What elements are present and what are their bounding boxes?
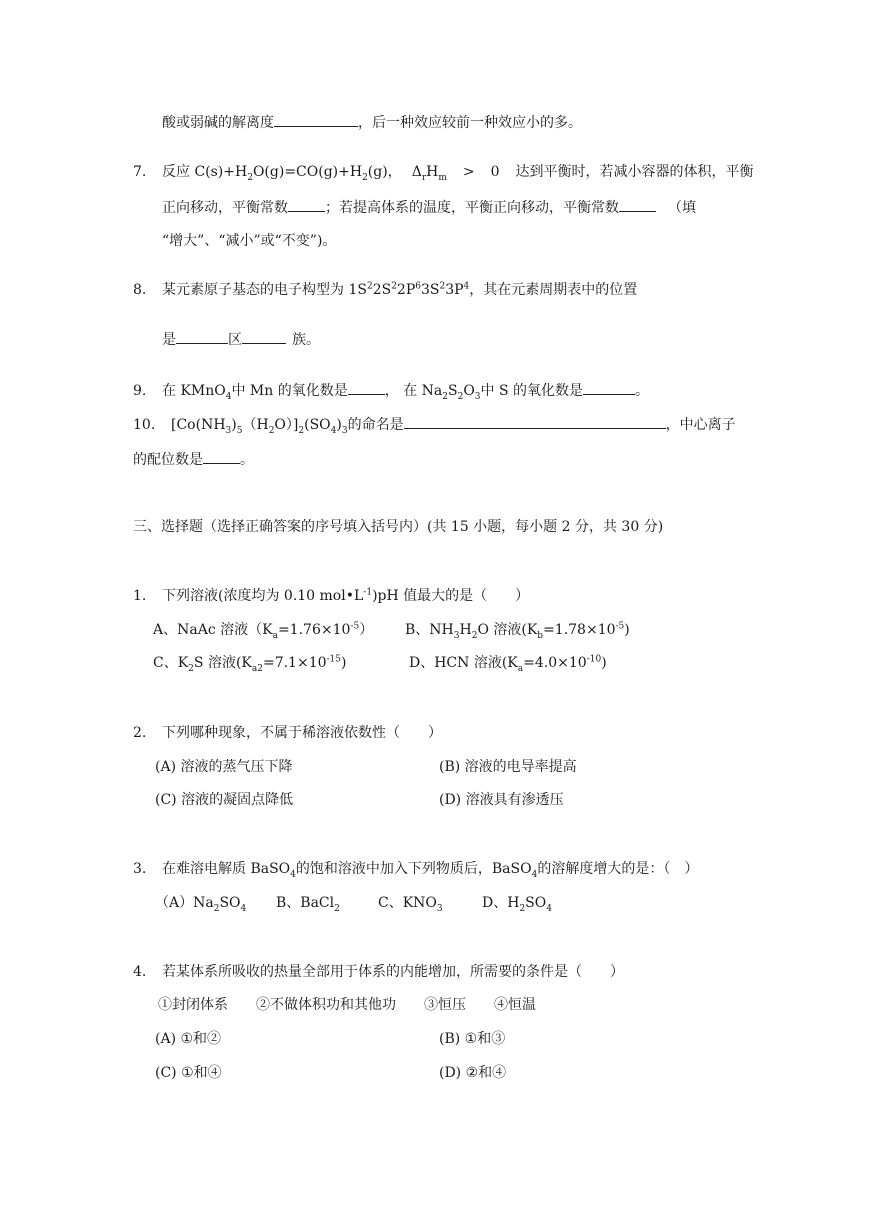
option-text: D、H (482, 895, 520, 911)
subscript: m (438, 172, 447, 183)
superscript: 2 (439, 281, 446, 292)
superscript: 4 (463, 281, 470, 292)
mc-2-option-c[interactable] (155, 790, 293, 810)
greater-than-symbol: > (462, 164, 475, 180)
question-9-line (133, 380, 649, 401)
mc-3-option-d[interactable] (482, 893, 552, 913)
question-number: 9. (133, 383, 147, 399)
subscript: a (517, 663, 524, 674)
subscript: 2 (298, 425, 305, 436)
mc-4-option-d[interactable] (439, 1063, 506, 1083)
question-10-line-1 (133, 414, 736, 435)
option-text: (C) ①和④ (155, 1065, 222, 1081)
option-text: (A) 溶液的蒸气压下降 (155, 759, 293, 775)
mc-1-stem-text: 下列溶液(浓度均为 0.10 mol•L (162, 588, 364, 604)
mc-3-option-a[interactable] (155, 893, 246, 913)
continuation-text-a: 酸或弱碱的解离度 (162, 115, 274, 131)
mc-2-option-b[interactable] (439, 757, 577, 777)
option-text: =4.0×10 (523, 655, 587, 671)
q7-text: ；若提高体系的温度，平衡正向移动，平衡常数 (325, 200, 619, 216)
subscript: 3 (225, 425, 232, 436)
q7-text: 正向移动，平衡常数 (162, 200, 288, 216)
subscript: 4 (546, 903, 552, 914)
q10-text: （H (242, 417, 269, 433)
subscript: r (421, 172, 427, 183)
mc-question-3-stem (133, 859, 698, 879)
subscript: 2 (519, 903, 526, 914)
answer-blank[interactable] (348, 380, 385, 395)
subscript: 2 (188, 663, 194, 674)
q8-text: 某元素原子基态的电子构型为 1S (162, 282, 367, 298)
mc-4-stem-text: 若某体系所吸收的热量全部用于体系的内能增加，所需要的条件是（ ） (162, 964, 624, 980)
mc-4-option-a[interactable] (155, 1029, 221, 1049)
q10-text: 的配位数是 (133, 452, 203, 468)
q9-text: S (447, 383, 458, 399)
mc-1-option-d[interactable] (409, 653, 607, 673)
q8-text: 是 (162, 332, 176, 348)
q10-text: 的命名是 (347, 417, 404, 433)
q10-text: 。 (240, 452, 254, 468)
q10-text: ) (336, 417, 342, 433)
q8-text: 区 (228, 332, 242, 348)
section-3-heading (133, 517, 663, 537)
section-3-title: 三、选择题（选择正确答案的序号填入括号内）(共 15 小题，每小题 2 分，共 30 分) (133, 519, 664, 535)
answer-blank[interactable] (203, 449, 240, 464)
option-text: H (459, 622, 472, 638)
question-7-line-3 (162, 231, 336, 251)
mc-3-stem-text: 在难溶电解质 BaSO (162, 861, 291, 877)
subscript: 3 (453, 630, 460, 641)
enthalpy-symbol: H (426, 164, 439, 180)
superscript: 2 (366, 281, 373, 292)
mc-question-2-stem (133, 723, 442, 743)
answer-blank[interactable] (176, 329, 228, 344)
subscript: 2 (247, 172, 253, 183)
option-text: =7.1×10 (262, 655, 327, 671)
option-text: S 溶液(K (193, 655, 252, 671)
mc-1-stem-text: )pH 值最大的是（ ） (372, 588, 530, 604)
question-number: 8. (133, 282, 147, 298)
q9-text: 在 KMnO (162, 383, 226, 399)
option-text: (C) 溶液的凝固点降低 (155, 792, 294, 808)
option-text: (B) ①和③ (439, 1031, 506, 1047)
q10-text: O） (274, 417, 293, 433)
question-number: 10. (133, 417, 156, 433)
mc-question-4-stem (133, 962, 624, 982)
question-8-line-1 (133, 280, 637, 300)
question-number: 7. (133, 164, 147, 180)
question-number: 1. (133, 588, 147, 604)
option-text: C、K (153, 655, 189, 671)
option-text: =1.78×10 (543, 622, 616, 638)
q9-text: ， 在 Na (384, 383, 443, 399)
answer-blank[interactable] (274, 112, 358, 127)
subscript: 2 (457, 391, 464, 402)
option-text: (A) ①和② (155, 1031, 222, 1047)
mc-3-stem-text: 的溶解度增大的是：（ ） (537, 861, 699, 877)
q8-text: 族。 (292, 332, 320, 348)
option-text: B、NH (405, 622, 454, 638)
mc-1-option-a[interactable] (153, 620, 373, 640)
q10-text: ，中心离子 (665, 417, 736, 433)
option-text: SO (219, 895, 241, 911)
answer-blank[interactable] (242, 329, 286, 344)
question-7-line-1 (133, 162, 754, 182)
subscript: 3 (474, 391, 481, 402)
question-7-line-2 (162, 197, 696, 218)
q8-text: 2P (396, 282, 416, 298)
q7-text: （填 (668, 200, 696, 216)
option-text: (D) ②和④ (439, 1065, 507, 1081)
option-text: O 溶液(K (477, 622, 538, 638)
continuation-text-b: ，后一种效应较前一种效应小的多。 (358, 115, 582, 131)
option-text: A、NaAc 溶液（K (153, 622, 273, 638)
subscript: 4 (290, 869, 296, 880)
option-text: (B) 溶液的电导率提高 (439, 759, 577, 775)
q9-text: O (463, 383, 475, 399)
subscript: 4 (240, 903, 247, 914)
mc-3-option-c[interactable] (378, 893, 443, 913)
question-8-line-2 (162, 329, 320, 350)
superscript: -10 (586, 654, 602, 665)
answer-blank[interactable] (404, 414, 666, 429)
option-text: C、KNO (378, 895, 437, 911)
q7-text: O(g)=CO(g)+H (252, 164, 363, 180)
q7-text: 反应 C(s)+H (162, 164, 248, 180)
subscript: 5 (236, 425, 243, 436)
mc-question-1-stem (133, 586, 529, 606)
subscript: b (537, 630, 544, 641)
option-text: =1.76×10 (277, 622, 351, 638)
q9-text: 中 Mn 的氧化数是 (231, 383, 348, 399)
subscript: a2 (251, 663, 263, 674)
q8-text: 2S (372, 282, 392, 298)
superscript: -5 (615, 621, 625, 632)
q9-text: 。 (635, 383, 650, 399)
mc-4-option-c[interactable] (155, 1063, 222, 1083)
mc-1-option-b[interactable] (405, 620, 630, 640)
q7-text: (g)， (367, 164, 402, 180)
superscript: 6 (415, 281, 421, 292)
option-text: ) (341, 655, 347, 671)
question-number: 2. (133, 725, 147, 741)
mc-2-option-a[interactable] (155, 757, 292, 777)
subscript: 2 (471, 630, 478, 641)
subscript: a (272, 630, 278, 641)
q10-text: ) (231, 417, 237, 433)
question-10-line-2 (133, 449, 254, 470)
option-text: ) (601, 655, 607, 671)
mc-4-conditions (158, 995, 536, 1015)
mc-4-option-b[interactable] (439, 1029, 505, 1049)
mc-3-stem-text: 的饱和溶液中加入下列物质后，BaSO (295, 861, 532, 877)
superscript: -1 (363, 587, 373, 598)
mc-2-option-d[interactable] (439, 790, 564, 810)
answer-blank[interactable] (288, 197, 325, 212)
subscript: 3 (341, 425, 348, 436)
question-number: 4. (133, 964, 147, 980)
superscript: -15 (326, 654, 342, 665)
q10-text: ] (292, 417, 299, 433)
delta-symbol: Δ (411, 164, 422, 180)
option-text: B、BaCl (276, 895, 335, 911)
conditions-text: ①封闭体系 ②不做体积功和其他功 ③恒压 ④恒温 (158, 997, 536, 1013)
option-text: (D) 溶液具有渗透压 (439, 792, 564, 808)
q8-text: 3P (445, 282, 464, 298)
superscript: -5 (350, 621, 360, 632)
option-text: ） (359, 622, 374, 638)
subscript: 2 (268, 425, 275, 436)
subscript: 3 (436, 903, 443, 914)
subscript: 4 (330, 425, 337, 436)
q8-text: ，其在元素周期表中的位置 (469, 282, 638, 298)
option-text: SO (525, 895, 547, 911)
continuation-line (162, 112, 582, 133)
superscript: 2 (391, 281, 397, 292)
subscript: 2 (213, 903, 220, 914)
option-text: D、HCN 溶液(K (409, 655, 518, 671)
question-number: 3. (133, 861, 147, 877)
q10-text: [Co(NH (171, 417, 226, 433)
answer-blank[interactable] (583, 380, 635, 395)
subscript: 2 (362, 172, 368, 183)
subscript: 4 (531, 869, 538, 880)
q8-text: 3S (420, 282, 440, 298)
mc-1-option-c[interactable] (153, 653, 346, 673)
q10-text: (SO (304, 417, 331, 433)
subscript: 2 (442, 391, 448, 402)
answer-blank[interactable] (619, 197, 656, 212)
q7-text: 达到平衡时，若减小容器的体积，平衡 (515, 164, 754, 180)
subscript: 2 (334, 903, 340, 914)
subscript: 4 (225, 391, 232, 402)
q9-text: 中 S 的氧化数是 (480, 383, 584, 399)
option-text: （A）Na (155, 895, 214, 911)
q7-text: “增大”、“减小”或“不变”)。 (162, 233, 337, 249)
option-text: ) (624, 622, 630, 638)
mc-2-stem-text: 下列哪种现象，不属于稀溶液依数性（ ） (162, 725, 442, 741)
zero-value: 0 (490, 164, 500, 180)
mc-3-option-b[interactable] (276, 893, 340, 913)
